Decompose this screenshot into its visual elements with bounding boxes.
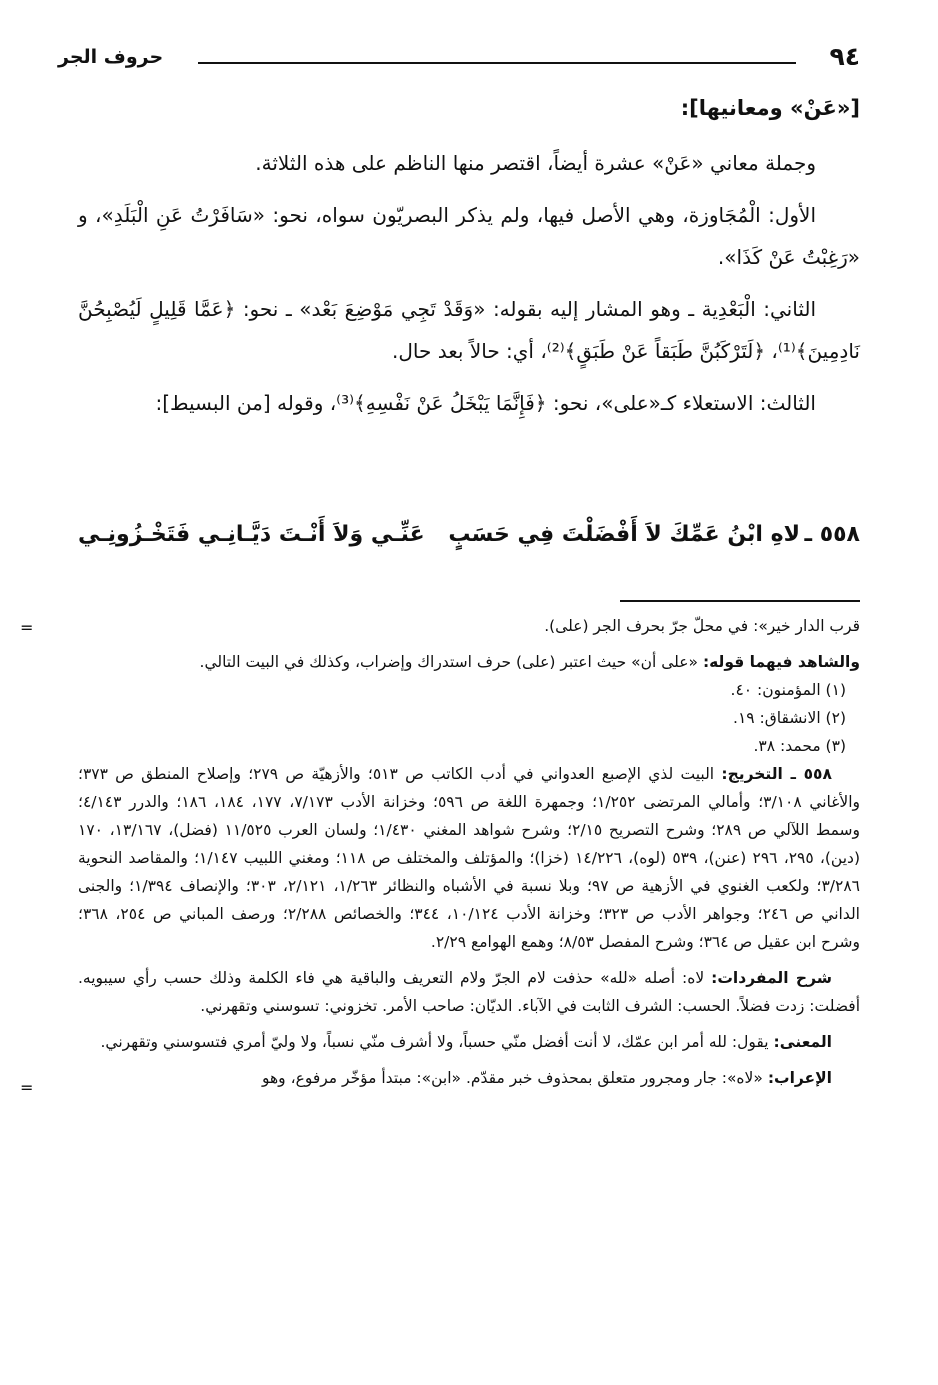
meaning-text: يقول: لله أمر ابن عمّك، لا أنت أفضل منّي حسباً، ولا أشرف منّي نسباً، ولا وليّ أمري فتسوسني وتقهرني. <box>100 1033 769 1051</box>
spacer <box>78 640 860 648</box>
paragraph-third-meaning: الثالث: الاستعلاء كـ«على»، نحو: ﴿فَإِنَّمَا يَبْخَلُ عَنْ نَفْسِهِ﴾⁽³⁾، وقوله [من البسيط]: <box>155 391 816 415</box>
shahid-label: والشاهد فيهما قوله: <box>702 653 860 671</box>
continuation-mark-top: = <box>20 618 34 637</box>
verse-first-hemistich: لاهِ ابْنُ عَمِّكَ لاَ أَفْضَلْتَ فِي حَسَبٍ <box>448 522 800 547</box>
footnote-2: (٢) الانشقاق: ١٩. <box>733 709 846 727</box>
footnotes-section <box>20 612 861 1100</box>
paragraph-second-meaning: الثاني: الْبَعْدِية ـ وهو المشار إليه بقوله: «وَقَدْ تَجِي مَوْضِعَ بَعْد» ـ نحو: ﴿عَمَّا قَلِيلٍ لَيُصْبِحُنَّ نَادِمِينَ﴾⁽¹⁾، ﴿لَتَرْكَبُنَّ طَبَقاً عَنْ طَبَقٍ﴾⁽²⁾، أي: حالاً بعد حال. <box>78 297 860 363</box>
verse-second-hemistich: عَنِّـي وَلاَ أَنْـتَ دَيَّـانِـي فَتَخْـزُونِـي <box>78 522 425 547</box>
takhrij-label: ٥٥٨ ـ التخريج: <box>721 765 832 783</box>
header-rule <box>198 62 796 64</box>
vocab-text: لاه: أصله «لله» حذفت لام الجرّ ولام التعريف والباقية هي فاء الكلمة وذلك حسب رأي سيبويه. أفضلت: زدت فضلاً. الحسب: الشرف الثابت في الآباء. الديّان: صاحب الأمر. تخزوني: تسوسني وتقهرني. <box>78 969 860 1015</box>
poetry-verse <box>78 522 860 572</box>
continuation-mark-bottom: = <box>20 1078 34 1097</box>
vocab-label: شرح المفردات: <box>711 969 832 987</box>
page-header <box>58 40 860 80</box>
page-number: ٩٤ <box>829 42 860 71</box>
footnote-shahid <box>78 648 860 676</box>
paragraph-intro: وجملة معاني «عَنْ» عشرة أيضاً، اقتصر منها الناظم على هذه الثلاثة. <box>255 151 816 175</box>
irab-label: الإعراب: <box>767 1069 832 1087</box>
footnote-separator <box>620 600 860 602</box>
shahid-text: «على أن» حيث اعتبر (على) حرف استدراك وإضراب، وكذلك في البيت التالي. <box>199 653 698 671</box>
footnote-3: (٣) محمد: ٣٨. <box>753 737 846 755</box>
verse-number: ٥٥٨ ـ <box>804 522 860 547</box>
footnote-vocabulary <box>78 964 860 1020</box>
paragraph-first-meaning: الأول: الْمُجَاوزة، وهي الأصل فيها، ولم يذكر البصريّون سواه، نحو: «سَافَرْتُ عَنِ الْبَلَدِ»، و «رَغِبْتُ عَنْ كَذَا». <box>78 203 860 269</box>
footnote-carryover: قرب الدار خير»: في محلّ جرّ بحرف الجر (على). <box>544 617 860 635</box>
footnote-irab <box>78 1064 860 1092</box>
footnote-1: (١) المؤمنون: ٤٠. <box>730 681 846 699</box>
running-title: حروف الجر <box>58 46 164 68</box>
footnote-meaning <box>78 1028 860 1056</box>
footnote-takhrij <box>78 760 860 956</box>
meaning-label: المعنى: <box>773 1033 832 1051</box>
takhrij-text: البيت لذي الإصبع العدواني في أدب الكاتب ص ٥١٣؛ والأزهيّة ص ٢٧٩؛ وإصلاح المنطق ص ٣٧٣؛ والأغاني ٣/١٠٨؛ وأمالي المرتضى ١/٢٥٢؛ وجمهرة اللغة ص ٥٩٦؛ وخزانة الأدب ٧/١٧٣، ١٧٧، ١٨٤، ١٨٦؛ والدرر ٤/١٤٣؛ وسمط اللآلي ص ٢٨٩؛ وشرح التصريح ٢/١٥؛ وشرح شواهد المغني ١/٤٣٠؛ ولسان العرب ١١/٥٢٥ (فضل)، ١٣/١٦٧، ١٧٠ (دين)، ٢٩٥، ٢٩٦ (عنن)، ٥٣٩ (لوه)، ١٤/٢٢٦ (خزا)؛ والمؤتلف والمختلف ص ١١٨؛ ومغني اللبيب ١/١٤٧؛ والمقاصد النحوية ٣/٢٨٦؛ ولكعب الغنوي في الأزهية ص ٩٧؛ وبلا نسبة في الأشباه والنظائر ١/٢٦٣، ٢/١٢١، ٣٠٣؛ والإنصاف ١/٣٩٤؛ والجنى الداني ص ٢٤٦؛ وجواهر الأدب ص ٣٢٣؛ وخزانة الأدب ١٠/١٢٤، ٣٤٤؛ والخصائص ٢/٢٨٨؛ ورصف المباني ص ٢٥٤، ٣٦٨؛ وشرح ابن عقيل ص ٣٦٤؛ وشرح المفصل ٨/٥٣؛ وهمع الهوامع ٢/٢٩. <box>78 765 861 951</box>
main-text <box>78 92 860 434</box>
irab-text: «لاه»: جار ومجرور متعلق بمحذوف خبر مقدّم. «ابن»: مبتدأ مؤخّر مرفوع، وهو <box>261 1069 763 1087</box>
section-heading: [«عَنْ» ومعانيها]: <box>680 96 860 120</box>
